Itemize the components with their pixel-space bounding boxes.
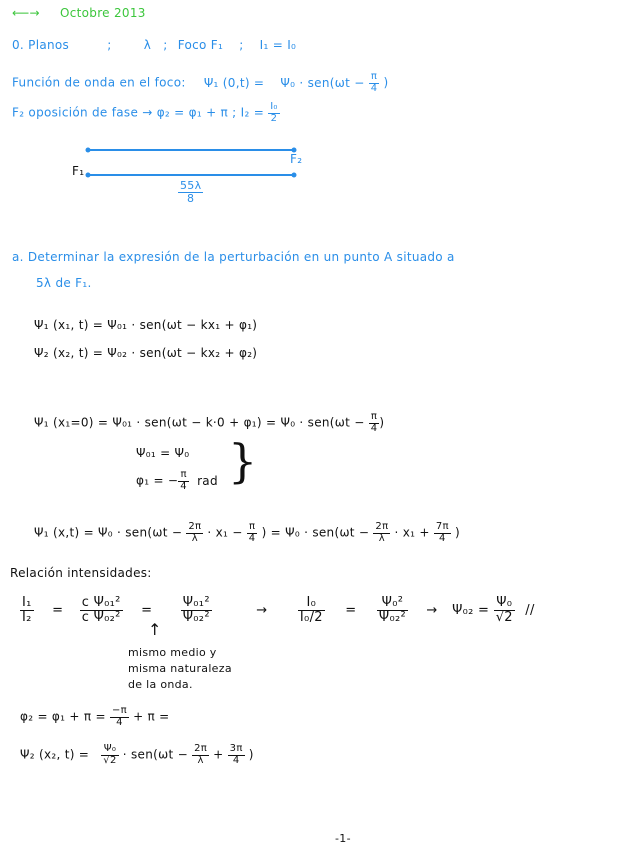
psi01-value: Ψ₀₁ = Ψ₀ bbox=[136, 446, 190, 460]
given-foco: Foco F₁ bbox=[177, 38, 224, 52]
psi1-zero: Ψ₁ (x₁=0) = Ψ₀₁ · sen(ωt − k·0 + φ₁) = Ψ₀ · sen(ωt − $\frac{\pi}{4}$ ) bbox=[34, 411, 385, 434]
note-line-1: mismo medio y bbox=[128, 646, 217, 659]
arrow-icon: ⟵→ bbox=[12, 6, 40, 20]
distance-label: $\frac{55\lambda}{8}$ bbox=[180, 179, 202, 205]
psi2-final: Ψ₂ (x₂, t) = $\frac{\text{Ψ₀}}{√2}$ · sen(ωt − $\frac{2\pi}{\lambda}$ + $\frac{3\pi}{4}$ ) bbox=[20, 743, 254, 766]
up-arrow-icon: ↑ bbox=[148, 620, 162, 639]
given-item: 0. Planos bbox=[12, 38, 70, 52]
relation-formula: $\frac{\text{I₁}}{\text{I₂}}$ = $\frac{\text{c Ψ₀₁²}}{\text{c Ψ₀₂²}}$ = $\frac{\text{Ψ₀₁²}}{\text{Ψ₀₂²}}$ → $\frac{\text{I₀}}{\text{I₀/2}}$ = $\frac{\text{Ψ₀²}}{\text{Ψ₀₂²}}$ → Ψ₀₂ = $\frac{\text{Ψ₀}}{√2}$ // bbox=[22, 595, 535, 625]
relation-title: Relación intensidades: bbox=[10, 566, 152, 580]
given-lambda: λ bbox=[143, 38, 152, 52]
psi2-general: Ψ₂ (x₂, t) = Ψ₀₂ · sen(ωt − kx₂ + φ₂) bbox=[34, 346, 258, 360]
right-brace: } bbox=[228, 434, 258, 488]
phi2-line: φ₂ = φ₁ + π = $\frac{-\pi}{4}$ + π = bbox=[20, 705, 170, 728]
wave-lhs: Ψ₁ (0,t) = bbox=[203, 75, 265, 90]
note-line-3: de la onda. bbox=[128, 678, 193, 691]
psi1-general: Ψ₁ (x₁, t) = Ψ₀₁ · sen(ωt − kx₁ + φ₁) bbox=[34, 318, 258, 332]
wave-rhs: Ψ₀ · sen(ωt − bbox=[280, 75, 365, 90]
phase-label: F₂ oposición de fase → φ₂ = φ₁ + π ; I₂ = bbox=[12, 105, 265, 120]
wave-fraction: $\frac{\pi}{4}$ bbox=[370, 71, 378, 94]
wave-function-line: Función de onda en el foco: Ψ₁ (0,t) = Ψ₀ · sen(ωt − $\frac{\pi}{4}$ ) bbox=[12, 71, 389, 94]
question-line-1: a. Determinar la expresión de la perturbación en un punto A situado a bbox=[12, 250, 455, 264]
phase-fraction: $\frac{\text{I₀}}{2}$ bbox=[270, 101, 278, 124]
given-intensity: I₁ = I₀ bbox=[259, 38, 297, 52]
f2-label: F₂ bbox=[290, 152, 303, 166]
f1-label: F₁ bbox=[72, 164, 85, 178]
note-line-2: misma naturaleza bbox=[128, 662, 232, 675]
date-title: Octobre 2013 bbox=[59, 6, 146, 20]
psi1-full: Ψ₁ (x,t) = Ψ₀ · sen(ωt − $\frac{2\pi}{\lambda}$ · x₁ − $\frac{\pi}{4}$ ) = Ψ₀ · sen(ωt − $\frac{2\pi}{\lambda}$ · x₁ + $\frac{7\pi}{4}$ ) bbox=[34, 521, 460, 544]
given-line: 0. Planos ; λ ; Foco F₁ ; I₁ = I₀ bbox=[12, 38, 297, 52]
phi1-value: φ₁ = − $\frac{\pi}{4}$ rad bbox=[136, 469, 218, 492]
page-number: -1- bbox=[335, 832, 351, 845]
question-line-2: 5λ de F₁. bbox=[36, 276, 92, 290]
wave-label: Función de onda en el foco: bbox=[12, 75, 186, 90]
top-left-dot bbox=[86, 148, 91, 153]
f1-dot bbox=[86, 173, 91, 178]
end-dot bbox=[292, 173, 297, 178]
